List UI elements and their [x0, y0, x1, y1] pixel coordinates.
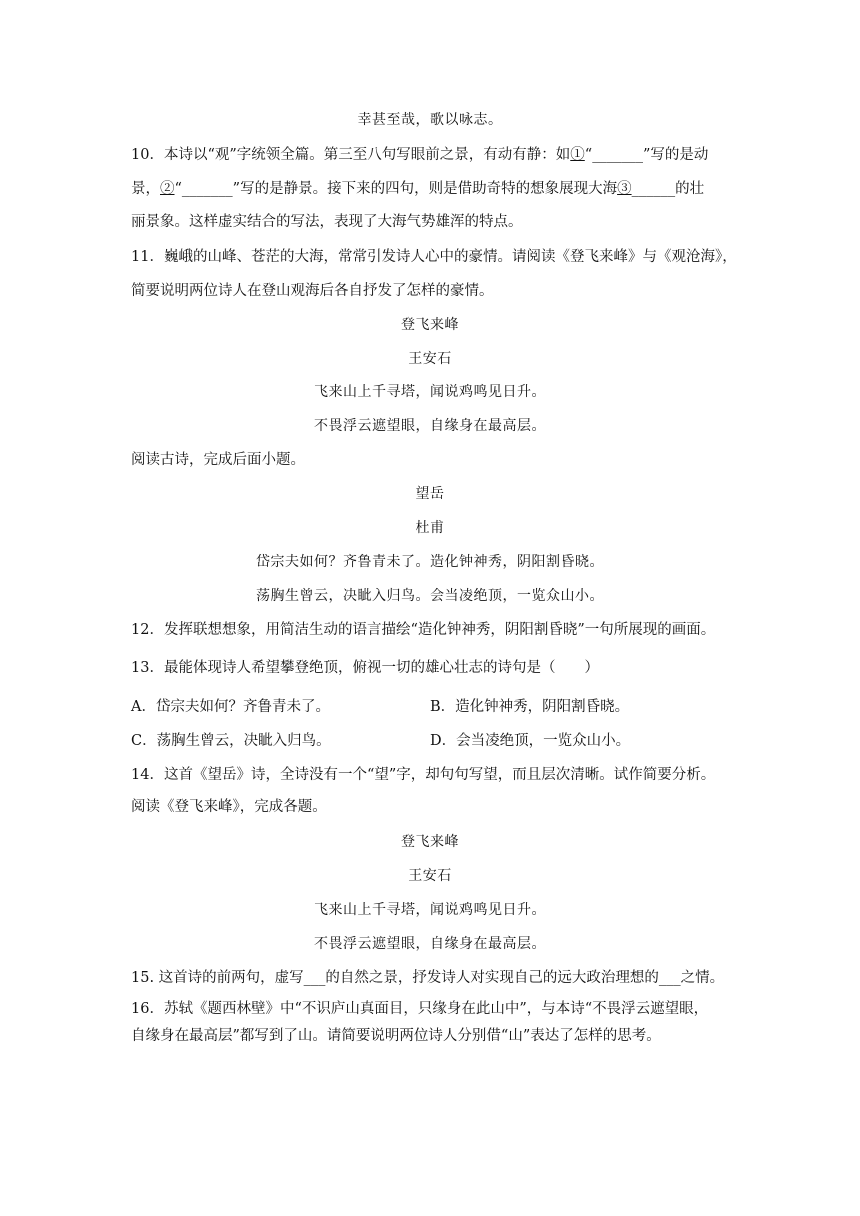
reading-instruction-1: 阅读古诗，完成后面小题。 [131, 452, 305, 468]
q10-marker-2: ② [160, 181, 175, 197]
poem-2-author: 杜甫 [415, 520, 445, 536]
q10-blank-3: ______的壮 [631, 181, 705, 197]
option-b: B．造化钟神秀，阴阳割昏晓。 [430, 699, 630, 715]
q10-text-b: 景， [131, 181, 160, 197]
option-a: A．岱宗夫如何？齐鲁青未了。 [131, 699, 330, 715]
question-11-line-1: 11．巍峨的山峰、苍茫的大海，常常引发诗人心中的豪情。请阅读《登飞来峰》与《观沧海》， [131, 249, 737, 265]
reading-instruction-2: 阅读《登飞来峰》，完成各题。 [131, 799, 327, 815]
q10-blank-2: “_______”写的是静景。接下来的四句，则是借助奇特的想象展现大海 [174, 181, 618, 197]
option-c: C．荡胸生曾云，决眦入归鸟。 [131, 733, 331, 749]
poem-1-author: 王安石 [408, 351, 452, 367]
question-11-line-2: 简要说明两位诗人在登山观海后各自抒发了怎样的豪情。 [131, 283, 494, 299]
poem-3-author: 王安石 [408, 868, 452, 884]
question-16-line-2: 自缘身在最高层”都写到了山。请简要说明两位诗人分别借“山”表达了怎样的思考。 [131, 1028, 661, 1044]
q10-blank-1: “_______”写的是动 [584, 147, 709, 163]
question-10-line-3: 丽景象。这样虚实结合的写法，表现了大海气势雄浑的特点。 [131, 214, 523, 230]
poem-1-title: 登飞来峰 [401, 317, 459, 333]
poem-2-title: 望岳 [415, 486, 445, 502]
poem-1-line-1: 飞来山上千寻塔，闻说鸡鸣见日升。 [314, 384, 546, 400]
option-d: D．会当凌绝顶，一览众山小。 [430, 733, 631, 749]
question-10-line-2 [131, 179, 704, 199]
q10-marker-3: ③ [617, 181, 632, 197]
poem-2-line-2: 荡胸生曾云，决眦入归鸟。会当凌绝顶，一览众山小。 [256, 588, 604, 604]
question-16-line-1: 16．苏轼《题西林壁》中“不识庐山真面目，只缘身在此山中”，与本诗“不畏浮云遮望眼， [131, 1001, 709, 1017]
poem-3-title: 登飞来峰 [401, 834, 459, 850]
poem-3-line-2: 不畏浮云遮望眼，自缘身在最高层。 [314, 936, 546, 952]
poem-closing-line: 幸甚至哉，歌以咏志。 [357, 112, 503, 128]
question-15: 15. 这首诗的前两句，虚写___的自然之景，抒发诗人对实现自己的远大政治理想的___之情。 [131, 970, 725, 986]
q10-text-a: 10．本诗以“观”字统领全篇。第三至八句写眼前之景，有动有静：如 [131, 147, 571, 163]
question-10-line-1 [131, 145, 708, 165]
poem-3-line-1: 飞来山上千寻塔，闻说鸡鸣见日升。 [314, 902, 546, 918]
q10-marker-1: ① [570, 147, 585, 163]
question-14: 14．这首《望岳》诗，全诗没有一个“望”字，却句句写望，而且层次清晰。试作简要分析。 [131, 767, 716, 783]
question-12: 12．发挥联想想象，用简洁生动的语言描绘“造化钟神秀，阴阳割昏晓”一句所展现的画面。 [131, 622, 716, 638]
poem-2-line-1: 岱宗夫如何？齐鲁青未了。造化钟神秀，阴阳割昏晓。 [256, 554, 604, 570]
poem-1-line-2: 不畏浮云遮望眼，自缘身在最高层。 [314, 418, 546, 434]
question-13: 13．最能体现诗人希望攀登绝顶，俯视一切的雄心壮志的诗句是（ ） [131, 660, 599, 676]
